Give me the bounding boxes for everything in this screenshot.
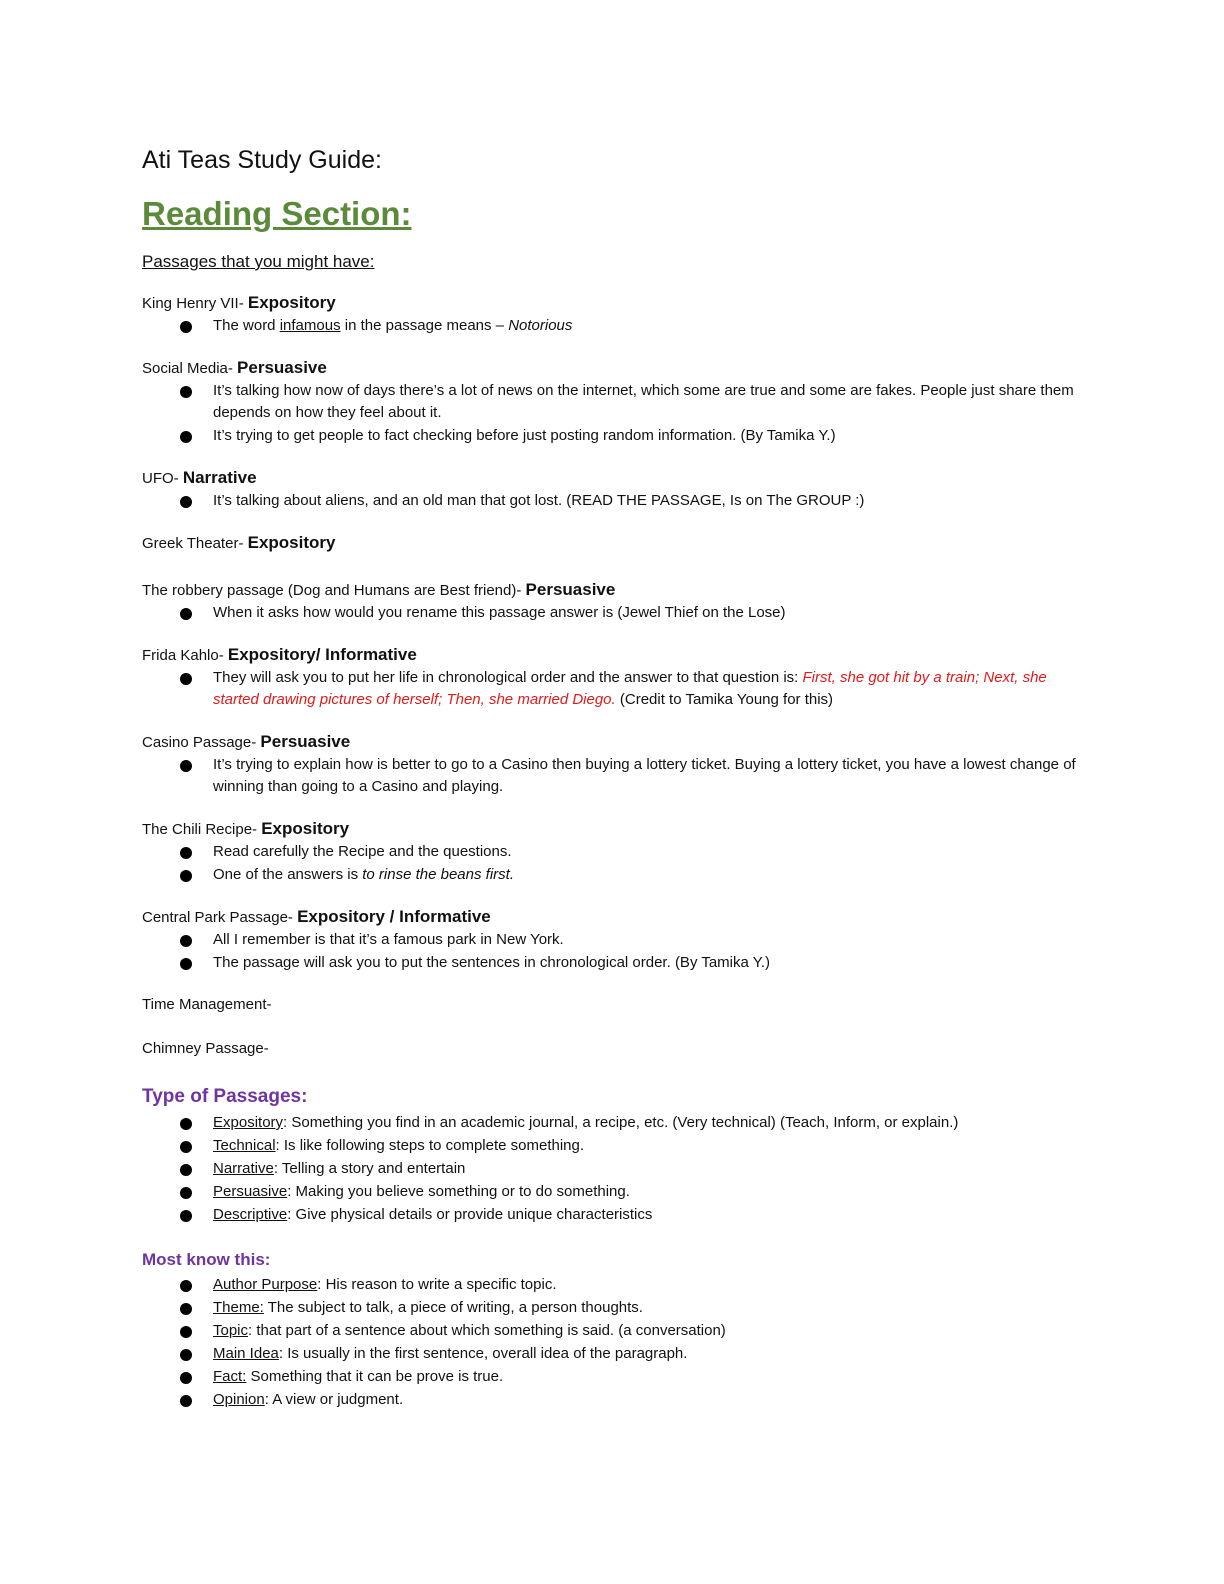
text: Read carefully the Recipe and the questions.: [213, 843, 512, 860]
definition: : His reason to write a specific topic.: [317, 1276, 557, 1293]
list-item: [142, 602, 1082, 624]
passage-social-media: [142, 357, 1082, 447]
bullet-list: [142, 602, 1082, 624]
passage-robbery: [142, 579, 1082, 624]
types-heading: Type of Passages:: [142, 1086, 308, 1107]
passage-heading: [142, 357, 1082, 380]
passage-chili-recipe: [142, 818, 1082, 886]
bullet-icon: [180, 1118, 192, 1130]
term: Descriptive: [213, 1206, 288, 1223]
passage-type: Expository/ Informative: [227, 645, 417, 664]
bullet-icon: [180, 760, 192, 772]
passage-heading: [142, 532, 1082, 555]
time-management-heading: Time Management-: [142, 996, 272, 1013]
bullet-icon: [180, 673, 192, 685]
bullet-icon: [180, 1326, 192, 1338]
passage-type: Narrative: [182, 468, 257, 487]
passage-heading: [142, 906, 1082, 929]
term: Opinion: [213, 1391, 265, 1408]
passage-type: Persuasive: [260, 732, 351, 751]
bullet-icon: [180, 608, 192, 620]
list-item: [142, 1274, 1082, 1296]
passage-heading: [142, 292, 1082, 315]
bullet-icon: [180, 1395, 192, 1407]
passage-greek-theater: [142, 532, 1082, 555]
passage-name: The Chili Recipe-: [142, 821, 262, 838]
definition: : that part of a sentence about which something is said. (a conversation): [248, 1322, 726, 1339]
passage-type: Expository: [247, 293, 336, 312]
term: Topic: [213, 1322, 249, 1339]
text: All I remember is that it’s a famous park in New York.: [213, 931, 564, 948]
bullet-list: [142, 1274, 1082, 1411]
bullet-icon: [180, 1164, 192, 1176]
bullet-icon: [180, 1210, 192, 1222]
list-item: [142, 929, 1082, 951]
list-item: [142, 380, 1082, 424]
list-item: [142, 315, 1082, 337]
passage-frida-kahlo: [142, 644, 1082, 711]
text: It’s talking about aliens, and an old man that got lost. (READ THE PASSAGE, Is on The GROUP :): [213, 492, 865, 509]
bullet-icon: [180, 496, 192, 508]
definition: : Telling a story and entertain: [273, 1160, 466, 1177]
list-item: [142, 1297, 1082, 1319]
passage-heading: [142, 579, 1082, 602]
term: Fact:: [213, 1368, 247, 1385]
bullet-list: [142, 1112, 1082, 1226]
passage-king-henry: [142, 292, 1082, 337]
document-page: [142, 142, 1082, 1433]
list-item: [142, 841, 1082, 863]
text: It’s trying to explain how is better to go to a Casino then buying a lottery ticket. Buying a lottery ticket, you have a lowest change of winning than going to a Casino and playing.: [213, 756, 1076, 795]
bullet-icon: [180, 870, 192, 882]
text: (Credit to Tamika Young for this): [615, 691, 834, 708]
passage-ufo: [142, 467, 1082, 512]
passage-name: Greek Theater-: [142, 535, 248, 552]
text: in the passage means –: [340, 317, 509, 334]
passage-name: King Henry VII-: [142, 295, 248, 312]
term: Persuasive: [213, 1183, 288, 1200]
list-item: [142, 1135, 1082, 1157]
definition: : Is like following steps to complete something.: [275, 1137, 585, 1154]
document-title: Ati Teas Study Guide:: [142, 146, 382, 174]
bullet-list: [142, 841, 1082, 886]
bullet-icon: [180, 958, 192, 970]
passage-heading: [142, 467, 1082, 490]
passage-heading: [142, 731, 1082, 754]
bullet-icon: [180, 1372, 192, 1384]
list-item: [142, 1158, 1082, 1180]
list-item: [142, 1343, 1082, 1365]
definition: : A view or judgment.: [264, 1391, 404, 1408]
text: They will ask you to put her life in chronological order and the answer to that question is:: [213, 669, 803, 686]
text: It’s trying to get people to fact checking before just posting random information. (By Tamika Y.): [213, 427, 836, 444]
bullet-icon: [180, 935, 192, 947]
bullet-icon: [180, 1349, 192, 1361]
list-item: [142, 754, 1082, 798]
passage-type: Expository: [247, 533, 336, 552]
section-title: Reading Section:: [142, 195, 412, 232]
term: Narrative: [213, 1160, 274, 1177]
text: One of the answers is: [213, 866, 363, 883]
definition: The subject to talk, a piece of writing, a person thoughts.: [263, 1299, 643, 1316]
passage-type: Persuasive: [237, 358, 327, 377]
passage-name: Casino Passage-: [142, 734, 261, 751]
list-item: [142, 1204, 1082, 1226]
term: Main Idea: [213, 1345, 279, 1362]
list-item: [142, 490, 1082, 512]
definition: : Is usually in the first sentence, overall idea of the paragraph.: [278, 1345, 688, 1362]
passage-name: Central Park Passage-: [142, 909, 298, 926]
bullet-list: [142, 667, 1082, 711]
list-item: [142, 1320, 1082, 1342]
definition: : Give physical details or provide unique characteristics: [287, 1206, 653, 1223]
bullet-list: [142, 490, 1082, 512]
bullet-icon: [180, 386, 192, 398]
text: The passage will ask you to put the sentences in chronological order. (By Tamika Y.): [213, 954, 770, 971]
chimney-passage-heading: Chimney Passage-: [142, 1040, 269, 1057]
list-item: [142, 667, 1082, 711]
passage-type: Expository: [261, 819, 350, 838]
list-item: [142, 1389, 1082, 1411]
passage-name: UFO-: [142, 470, 183, 487]
definition: : Something you find in an academic journal, a recipe, etc. (Very technical) (Teach, Inform, or explain.): [283, 1114, 959, 1131]
bullet-icon: [180, 1303, 192, 1315]
types-of-passages: [142, 1084, 1082, 1226]
bullet-list: [142, 754, 1082, 798]
list-item: [142, 1112, 1082, 1134]
red-answer: First, she got hit by a train; Next, she started drawing pictures of herself; Then, she married Diego.: [213, 669, 1047, 708]
term: Author Purpose: [213, 1276, 318, 1293]
list-item: [142, 1181, 1082, 1203]
text: When it asks how would you rename this passage answer is (Jewel Thief on the Lose): [213, 604, 786, 621]
term: Expository: [213, 1114, 284, 1131]
passage-type: Expository / Informative: [297, 907, 491, 926]
must-know: [142, 1248, 1082, 1411]
passages-subheading: Passages that you might have:: [142, 252, 375, 271]
bullet-list: [142, 315, 1082, 337]
list-item: [142, 425, 1082, 447]
list-item: [142, 952, 1082, 974]
passage-name: Frida Kahlo-: [142, 647, 228, 664]
bullet-list: [142, 380, 1082, 447]
underlined-word: infamous: [279, 317, 341, 334]
bullet-icon: [180, 321, 192, 333]
bullet-list: [142, 929, 1082, 974]
passage-central-park: [142, 906, 1082, 974]
term: Technical: [213, 1137, 276, 1154]
passage-heading: [142, 818, 1082, 841]
list-item: [142, 864, 1082, 886]
passage-name: Social Media-: [142, 360, 238, 377]
italic-answer: Notorious: [508, 317, 573, 334]
italic-answer: to rinse the beans first.: [362, 866, 514, 883]
bullet-icon: [180, 431, 192, 443]
bullet-icon: [180, 1280, 192, 1292]
text: It’s talking how now of days there’s a lot of news on the internet, which some are true and some are fakes. People just share them depends on how they feel about it.: [213, 382, 1074, 421]
passage-heading: [142, 644, 1082, 667]
passage-type: Persuasive: [525, 580, 616, 599]
definition: : Making you believe something or to do something.: [287, 1183, 630, 1200]
list-item: [142, 1366, 1082, 1388]
must-know-heading: Most know this:: [142, 1250, 271, 1269]
bullet-icon: [180, 1187, 192, 1199]
term: Theme:: [213, 1299, 264, 1316]
passage-name: The robbery passage (Dog and Humans are Best friend)-: [142, 582, 526, 599]
definition: Something that it can be prove is true.: [246, 1368, 504, 1385]
passage-casino: [142, 731, 1082, 798]
bullet-icon: [180, 1141, 192, 1153]
bullet-icon: [180, 847, 192, 859]
text: The word: [213, 317, 280, 334]
